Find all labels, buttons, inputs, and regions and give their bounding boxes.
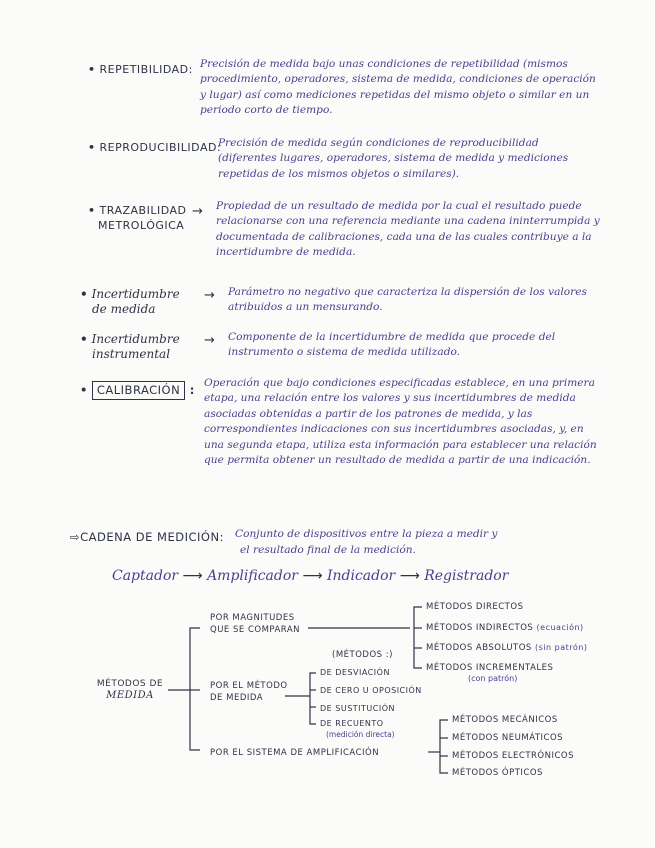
definition-incertidumbre-instrumental: Componente de la incertidumbre de medida que procede del instrumento o sistema de medida utilizado. [228,331,556,359]
tree-root-line1: MÉTODOS DE [96,679,164,689]
arrow-icon: ⟶ [302,568,327,584]
leaf-metodos-neumaticos: MÉTODOS NEUMÁTICOS [452,733,564,743]
leaf-de-cero: DE CERO U OPOSICIÓN [320,686,422,695]
chain-item-captador: Captador [112,568,179,584]
definition-trazabilidad: Propiedad de un resultado de medida por la cual el resultado puede relacionarse con una referencia mediante una cadena ininterrumpida y documentada de calibraciones, cada una de las cuales contribuye a la incertidumbre de medida. [216,200,600,259]
branch-por-metodo [210,680,288,704]
group-label-metodos: (MÉTODOS :) [332,650,393,660]
branch-label-line2: QUE SE COMPARAN [210,625,301,635]
branch-label-line1: POR MAGNITUDES [210,613,295,623]
tree-root-line2: MEDIDA [106,690,154,701]
term-label: REPRODUCIBILIDAD: [99,141,222,154]
definition-repetibilidad: Precisión de medida bajo unas condiciones de repetibilidad (mismos procedimiento, operadores, sistema de medida, condiciones de operación y lugar) así como mediciones repetidas del mismo objeto o similar en un periodo corto de tiempo. [200,58,596,117]
chain-item-amplificador: Amplificador [207,568,298,584]
chain-item-registrador: Registrador [424,568,509,584]
arrow-icon: ⇨ [70,530,81,544]
arrow-icon: ⟶ [182,568,208,584]
term-calibracion: • CALIBRACIÓN : [80,381,195,400]
branch-label-line1: POR EL MÉTODO [210,681,288,691]
definition-incertidumbre-medida: Parámetro no negativo que caracteriza la dispersión de los valores atribuidos a un mensurando. [228,286,587,314]
term-trazabilidad: • TRAZABILIDAD METROLÓGICA [88,204,187,232]
leaf-note-con-patron: (con patrón) [468,674,518,683]
definition-cadena-line1: Conjunto de dispositivos entre la pieza a medir y [235,528,498,540]
term-repetibilidad: • REPETIBILIDAD: [88,63,193,76]
arrow-icon: → [204,288,215,303]
leaf-label: MÉTODOS DIRECTOS [426,602,524,612]
arrow-icon: → [192,204,203,219]
definition-reproducibilidad: Precisión de medida según condiciones de reproducibilidad (diferentes lugares, operadores, sistema de medida y mediciones repetidas de los mismos objetos o similares). [218,137,569,180]
leaf-label: MÉTODOS ABSOLUTOS [426,643,532,653]
term-label-line1: Incertidumbre [91,287,180,301]
chain-item-indicador: Indicador [326,568,396,584]
leaf-metodos-incrementales [426,662,553,674]
leaf-label: MÉTODOS INCREMENTALES [426,663,554,673]
leaf-metodos-absolutos [426,642,587,654]
term-label: CADENA DE MEDICIÓN: [80,530,224,544]
leaf-de-desviacion: DE DESVIACIÓN [320,668,390,677]
term-label: CALIBRACIÓN [92,381,185,400]
leaf-label: MÉTODOS INDIRECTOS [426,623,534,633]
definition-cadena-line2: el resultado final de la medición. [240,544,416,556]
leaf-note: (ecuación) [536,623,584,632]
arrow-icon: → [204,333,215,348]
term-label-line2: METROLÓGICA [98,219,185,232]
term-label-line1: Incertidumbre [91,332,180,346]
leaf-note: (sin patrón) [535,643,588,652]
term-label-line2: instrumental [92,347,171,361]
leaf-metodos-electronicos: MÉTODOS ELECTRÓNICOS [452,751,575,761]
arrow-icon: ⟶ [399,568,425,584]
leaf-note-medicion-directa: (medición directa) [326,730,395,739]
branch-por-sistema: POR EL SISTEMA DE AMPLIFICACIÓN [210,748,380,758]
leaf-de-sustitucion: DE SUSTITUCIÓN [320,704,395,713]
term-label-line2: de medida [92,302,156,316]
leaf-metodos-opticos: MÉTODOS ÓPTICOS [452,768,543,778]
branch-label-line2: DE MEDIDA [210,693,264,703]
term-label: REPETIBILIDAD: [99,63,193,76]
term-reproducibilidad: • REPRODUCIBILIDAD: [88,141,222,154]
leaf-metodos-directos [426,601,523,613]
leaf-metodos-indirectos [426,622,584,634]
leaf-metodos-mecanicos: MÉTODOS MECÁNICOS [452,715,558,725]
term-incertidumbre-medida: • Incertidumbre de medida [80,287,180,316]
definition-calibracion: Operación que bajo condiciones especificadas establece, en una primera etapa, una relación entre los valores y sus incertidumbres de medida asociadas obtenidas a partir de los patrones de medida, y las correspondientes indicaciones con sus incertidumbres asociadas, y, en una segunda etapa, utiliza esta información para establecer una relación que permita obtener un resultado de medida a partir de una indicación. [204,377,597,467]
tree-root [92,678,168,702]
branch-por-magnitudes [210,612,300,636]
term-incertidumbre-instrumental: • Incertidumbre instrumental [80,332,180,361]
term-label-line1: TRAZABILIDAD [99,204,187,217]
leaf-de-recuento: DE RECUENTO [320,719,384,728]
